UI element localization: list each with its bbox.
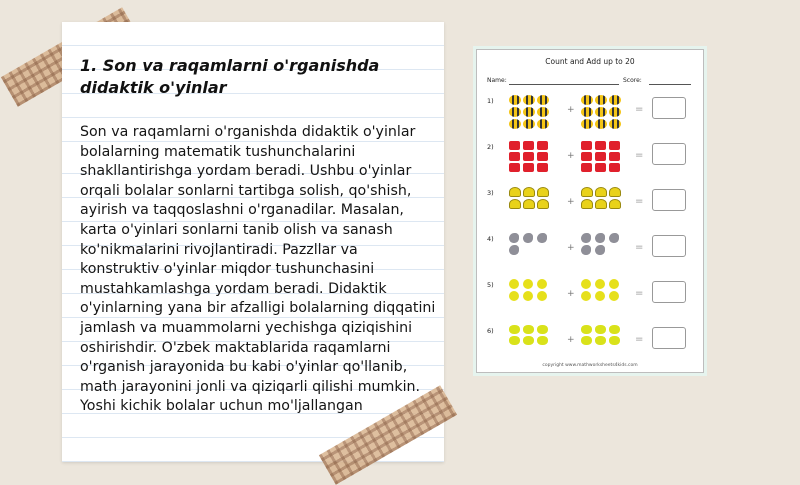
mouse-icon: [581, 233, 591, 243]
answer-box: [652, 189, 686, 211]
bee-icon: [523, 119, 535, 129]
problem-left-group: [509, 141, 553, 172]
mouse-icon: [523, 233, 533, 243]
plus-sign: +: [567, 289, 575, 299]
problem-number: 1): [487, 97, 494, 105]
egg-icon: [609, 325, 620, 334]
bee-icon: [581, 95, 593, 105]
mouse-icon: [537, 233, 547, 243]
block-icon: [595, 152, 606, 161]
block-icon: [581, 152, 592, 161]
bee-icon: [581, 119, 593, 129]
block-icon: [509, 152, 520, 161]
mouse-icon: [595, 245, 605, 255]
snail-icon: [581, 199, 593, 209]
worksheet-name-label: Name:: [487, 77, 507, 84]
lemon-icon: [581, 279, 591, 289]
equals-sign: =: [635, 196, 644, 207]
problem-number: 5): [487, 281, 494, 289]
answer-box: [652, 235, 686, 257]
problem-right-group: [581, 141, 625, 172]
problem-left-group: [509, 279, 553, 301]
answer-box: [652, 97, 686, 119]
block-icon: [523, 141, 534, 150]
lemon-icon: [523, 279, 533, 289]
egg-icon: [537, 325, 548, 334]
egg-icon: [595, 336, 606, 345]
lemon-icon: [509, 279, 519, 289]
answer-box: [652, 143, 686, 165]
mouse-icon: [595, 233, 605, 243]
snail-icon: [581, 187, 593, 197]
lemon-icon: [595, 291, 605, 301]
problem-number: 3): [487, 189, 494, 197]
plus-sign: +: [567, 197, 575, 207]
bee-icon: [509, 107, 521, 117]
worksheet-problem-row: [477, 233, 703, 273]
problem-number: 6): [487, 327, 494, 335]
bee-icon: [595, 119, 607, 129]
mouse-icon: [609, 233, 619, 243]
lemon-icon: [537, 291, 547, 301]
block-icon: [509, 141, 520, 150]
snail-icon: [537, 199, 549, 209]
worksheet-problem-row: [477, 187, 703, 227]
answer-box: [652, 281, 686, 303]
lemon-icon: [581, 291, 591, 301]
bee-icon: [509, 95, 521, 105]
snail-icon: [595, 199, 607, 209]
bee-icon: [523, 107, 535, 117]
worksheet-problem-row: [477, 141, 703, 181]
worksheet-score-label: Score:: [623, 77, 642, 84]
block-icon: [509, 163, 520, 172]
equals-sign: =: [635, 334, 644, 345]
snail-icon: [595, 187, 607, 197]
slide-paragraph: Son va raqamlarni o'rganishda didaktik o'yinlar bolalarning matematik tushunchalarini shakllantirishga yordam beradi. Ushbu o'yinlar orqali bolalar sonlarni tartibga solish, qo'shish, ayirish va taqqoslashni o'rganadilar. Masalan, karta o'yinlari sonlarni tanib olish va sanash ko'nikmalarini rivojlantiradi. Pazzllar va konstruktiv o'yinlar miqdor tushunchasini mustahkamlashga yordam beradi. Didaktik o'yinlarning yana bir afzalligi bolalarning diqqatini jamlash va muammolarni yechishga qiziqishini oshirishdir. O'zbek maktablarida raqamlarni o'rganish jarayonida bu kabi o'yinlar qo'llanib, math jarayonini jonli va qiziqarli qilishi mumkin. Yoshi kichik bolalar uchun mo'ljallangan: [80, 124, 436, 415]
block-icon: [523, 152, 534, 161]
snail-icon: [609, 199, 621, 209]
snail-icon: [609, 187, 621, 197]
block-icon: [609, 152, 620, 161]
egg-icon: [581, 325, 592, 334]
snail-icon: [509, 187, 521, 197]
egg-icon: [523, 336, 534, 345]
problem-number: 4): [487, 235, 494, 243]
egg-icon: [595, 325, 606, 334]
block-icon: [609, 141, 620, 150]
worksheet-name-line: [509, 84, 619, 85]
problem-right-group: [581, 95, 625, 129]
problem-left-group: [509, 233, 553, 255]
worksheet-problem-row: [477, 279, 703, 319]
mouse-icon: [581, 245, 591, 255]
egg-icon: [509, 325, 520, 334]
block-icon: [595, 163, 606, 172]
block-icon: [595, 141, 606, 150]
problem-right-group: [581, 279, 625, 301]
equals-sign: =: [635, 288, 644, 299]
plus-sign: +: [567, 151, 575, 161]
lemon-icon: [595, 279, 605, 289]
equals-sign: =: [635, 242, 644, 253]
block-icon: [537, 163, 548, 172]
problem-right-group: [581, 233, 625, 255]
bee-icon: [537, 95, 549, 105]
plus-sign: +: [567, 335, 575, 345]
bee-icon: [609, 107, 621, 117]
egg-icon: [609, 336, 620, 345]
problem-left-group: [509, 325, 553, 345]
bee-icon: [537, 119, 549, 129]
bee-icon: [509, 119, 521, 129]
lemon-icon: [537, 279, 547, 289]
worksheet-problem-row: [477, 95, 703, 135]
worksheet-score-line: [649, 84, 691, 85]
bee-icon: [595, 107, 607, 117]
block-icon: [537, 152, 548, 161]
block-icon: [609, 163, 620, 172]
snail-icon: [509, 199, 521, 209]
snail-icon: [523, 199, 535, 209]
bee-icon: [609, 95, 621, 105]
block-icon: [581, 141, 592, 150]
bee-icon: [523, 95, 535, 105]
slide-title: 1. Son va raqamlarni o'rganishda didaktik o'yinlar: [80, 56, 380, 97]
worksheet-footer: copyright www.mathworksheets4kids.com: [542, 363, 638, 368]
equals-sign: =: [635, 104, 644, 115]
lemon-icon: [509, 291, 519, 301]
problem-right-group: [581, 187, 625, 209]
worksheet-title: Count and Add up to 20: [545, 57, 635, 66]
plus-sign: +: [567, 243, 575, 253]
block-icon: [537, 141, 548, 150]
egg-icon: [581, 336, 592, 345]
lemon-icon: [609, 291, 619, 301]
mouse-icon: [509, 245, 519, 255]
egg-icon: [523, 325, 534, 334]
problem-right-group: [581, 325, 625, 345]
bee-icon: [537, 107, 549, 117]
mouse-icon: [509, 233, 519, 243]
block-icon: [523, 163, 534, 172]
bee-icon: [609, 119, 621, 129]
lemon-icon: [609, 279, 619, 289]
bee-icon: [581, 107, 593, 117]
worksheet-problem-row: [477, 325, 703, 365]
lemon-icon: [523, 291, 533, 301]
equals-sign: =: [635, 150, 644, 161]
worksheet-image: [476, 49, 704, 373]
bee-icon: [595, 95, 607, 105]
egg-icon: [509, 336, 520, 345]
answer-box: [652, 327, 686, 349]
block-icon: [581, 163, 592, 172]
problem-left-group: [509, 95, 553, 129]
egg-icon: [537, 336, 548, 345]
plus-sign: +: [567, 105, 575, 115]
snail-icon: [537, 187, 549, 197]
problem-number: 2): [487, 143, 494, 151]
snail-icon: [523, 187, 535, 197]
problem-left-group: [509, 187, 553, 209]
